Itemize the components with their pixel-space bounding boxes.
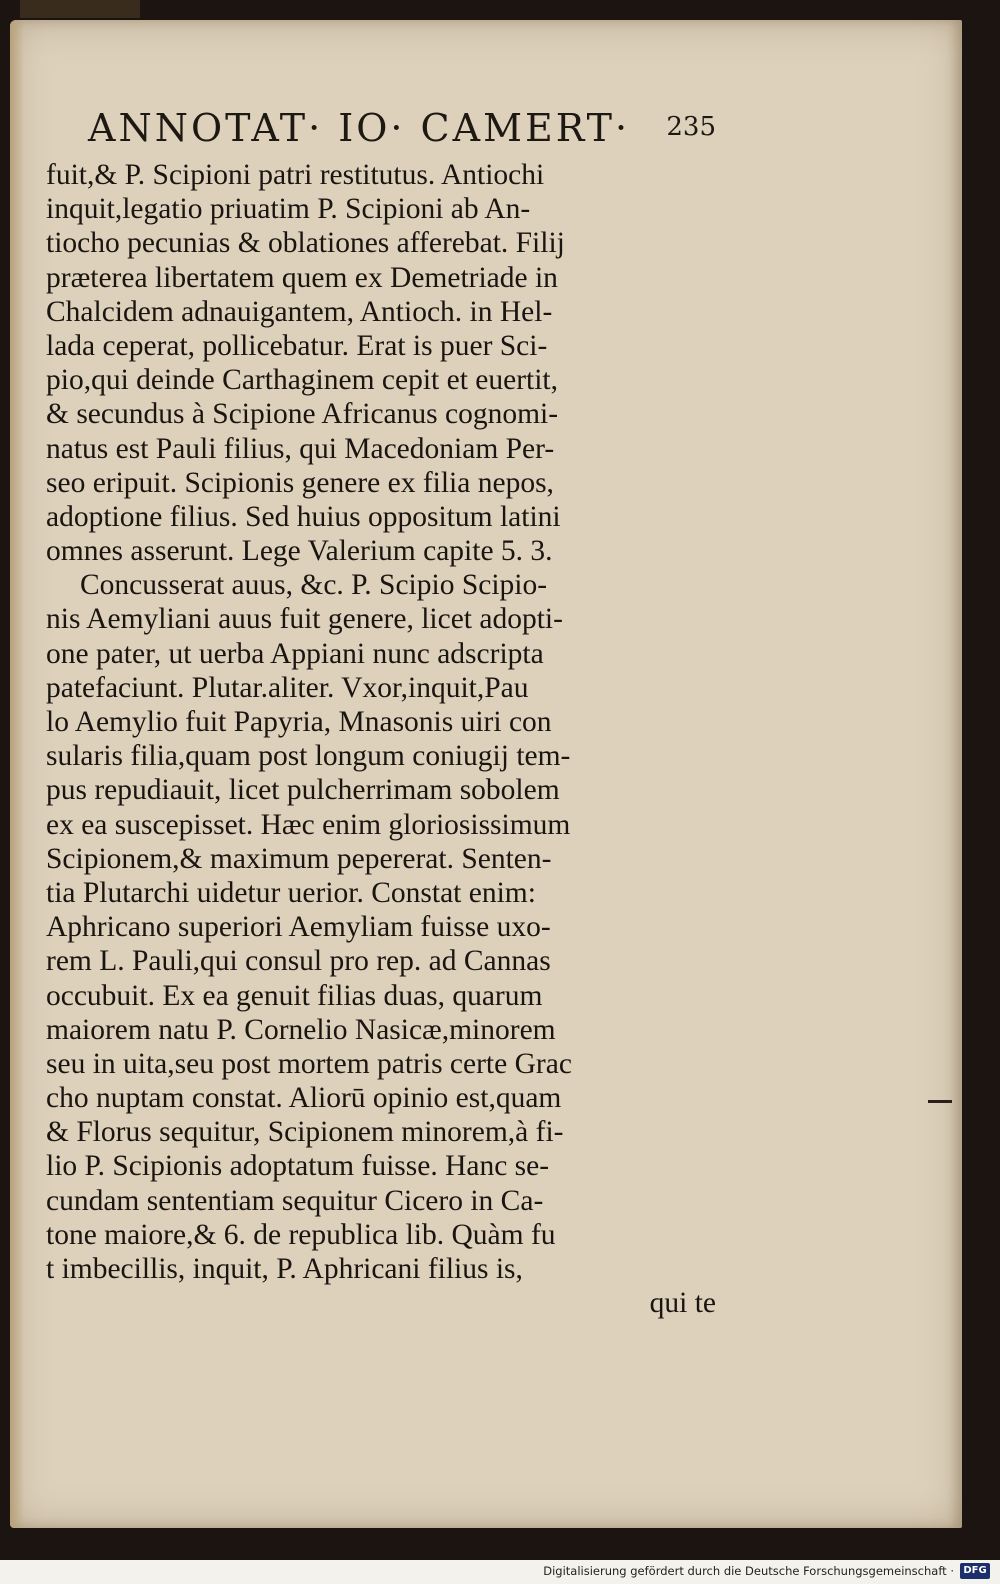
text-line: & Florus sequitur, Scipionem minorem,à fi-: [46, 1116, 564, 1149]
running-head-title: ANNOTAT· IO· CAMERT·: [88, 106, 631, 150]
text-line: tiocho pecunias & oblationes afferebat. Filij: [46, 227, 565, 260]
book-page: [10, 20, 962, 1528]
scan-footer: [0, 1560, 1000, 1584]
text-line: & secundus à Scipione Africanus cognomi-: [46, 398, 559, 431]
running-head: [88, 102, 716, 154]
text-line: inquit,legatio priuatim P. Scipioni ab An-: [46, 193, 531, 226]
margin-mark: [928, 1100, 952, 1103]
text-line: sularis filia,quam post longum coniugij tem-: [46, 740, 571, 773]
text-line: ex ea suscepisset. Hæc enim gloriosissimum: [46, 808, 571, 841]
text-line: omnes asserunt. Lege Valerium capite 5. 3.: [46, 535, 553, 568]
text-line: rem L. Pauli,qui consul pro rep. ad Cannas: [46, 945, 551, 978]
text-line: Aphricano superiori Aemyliam fuisse uxo-: [46, 911, 551, 944]
text-line: seu in uita,seu post mortem patris certe Grac: [46, 1047, 572, 1080]
text-line: occubuit. Ex ea genuit filias duas, quarum: [46, 979, 543, 1012]
text-line: adoptione filius. Sed huius oppositum latini: [46, 500, 561, 533]
text-line: Chalcidem adnauigantem, Antioch. in Hel-: [46, 295, 553, 328]
dfg-logo-icon: DFG: [960, 1563, 990, 1579]
text-line: patefaciunt. Plutar.aliter. Vxor,inquit,Pau: [46, 671, 529, 704]
text-line: cho nuptam constat. Aliorū opinio est,quam: [46, 1082, 562, 1115]
text-line: pio,qui deinde Carthaginem cepit et euertit,: [46, 364, 558, 397]
text-line: lada ceperat, pollicebatur. Erat is puer Sci-: [46, 329, 548, 362]
funding-credit: Digitalisierung gefördert durch die Deutsche Forschungsgemeinschaft ·: [543, 1564, 954, 1578]
text-line: tia Plutarchi uidetur uerior. Constat enim:: [46, 876, 536, 909]
text-line: Scipionem,& maximum pepererat. Senten-: [46, 842, 552, 875]
page-gutter-shading: [10, 20, 24, 1528]
text-line: lo Aemylio fuit Papyria, Mnasonis uiri con: [46, 706, 552, 738]
text-line: Concusserat auus, &c. P. Scipio Scipio-: [80, 569, 548, 602]
text-line: natus est Pauli filius, qui Macedoniam Per-: [46, 432, 555, 465]
text-line: lio P. Scipionis adoptatum fuisse. Hanc se-: [46, 1150, 550, 1183]
text-line: pus repudiauit, licet pulcherrimam sobolem: [46, 774, 560, 807]
text-line: præterea libertatem quem ex Demetriade in: [46, 261, 558, 294]
text-line: t imbecillis, inquit, P. Aphricani filius is,: [46, 1253, 523, 1285]
text-line: maiorem natu P. Cornelio Nasicæ,minorem: [46, 1013, 556, 1046]
text-line: fuit,& P. Scipioni patri restitutus. Antiochi: [46, 159, 545, 191]
text-line: cundam sententiam sequitur Cicero in Ca-: [46, 1184, 544, 1217]
catchword: qui te: [649, 1287, 716, 1320]
body-text: [46, 158, 716, 1320]
binding-fragment: [20, 0, 140, 18]
page-number: 235: [666, 112, 716, 142]
text-line: nis Aemyliani auus fuit genere, licet adopti-: [46, 603, 563, 636]
text-line: tone maiore,& 6. de republica lib. Quàm fu: [46, 1218, 556, 1251]
text-line: seo eripuit. Scipionis genere ex filia nepos,: [46, 466, 554, 499]
text-line: one pater, ut uerba Appiani nunc adscripta: [46, 637, 544, 670]
